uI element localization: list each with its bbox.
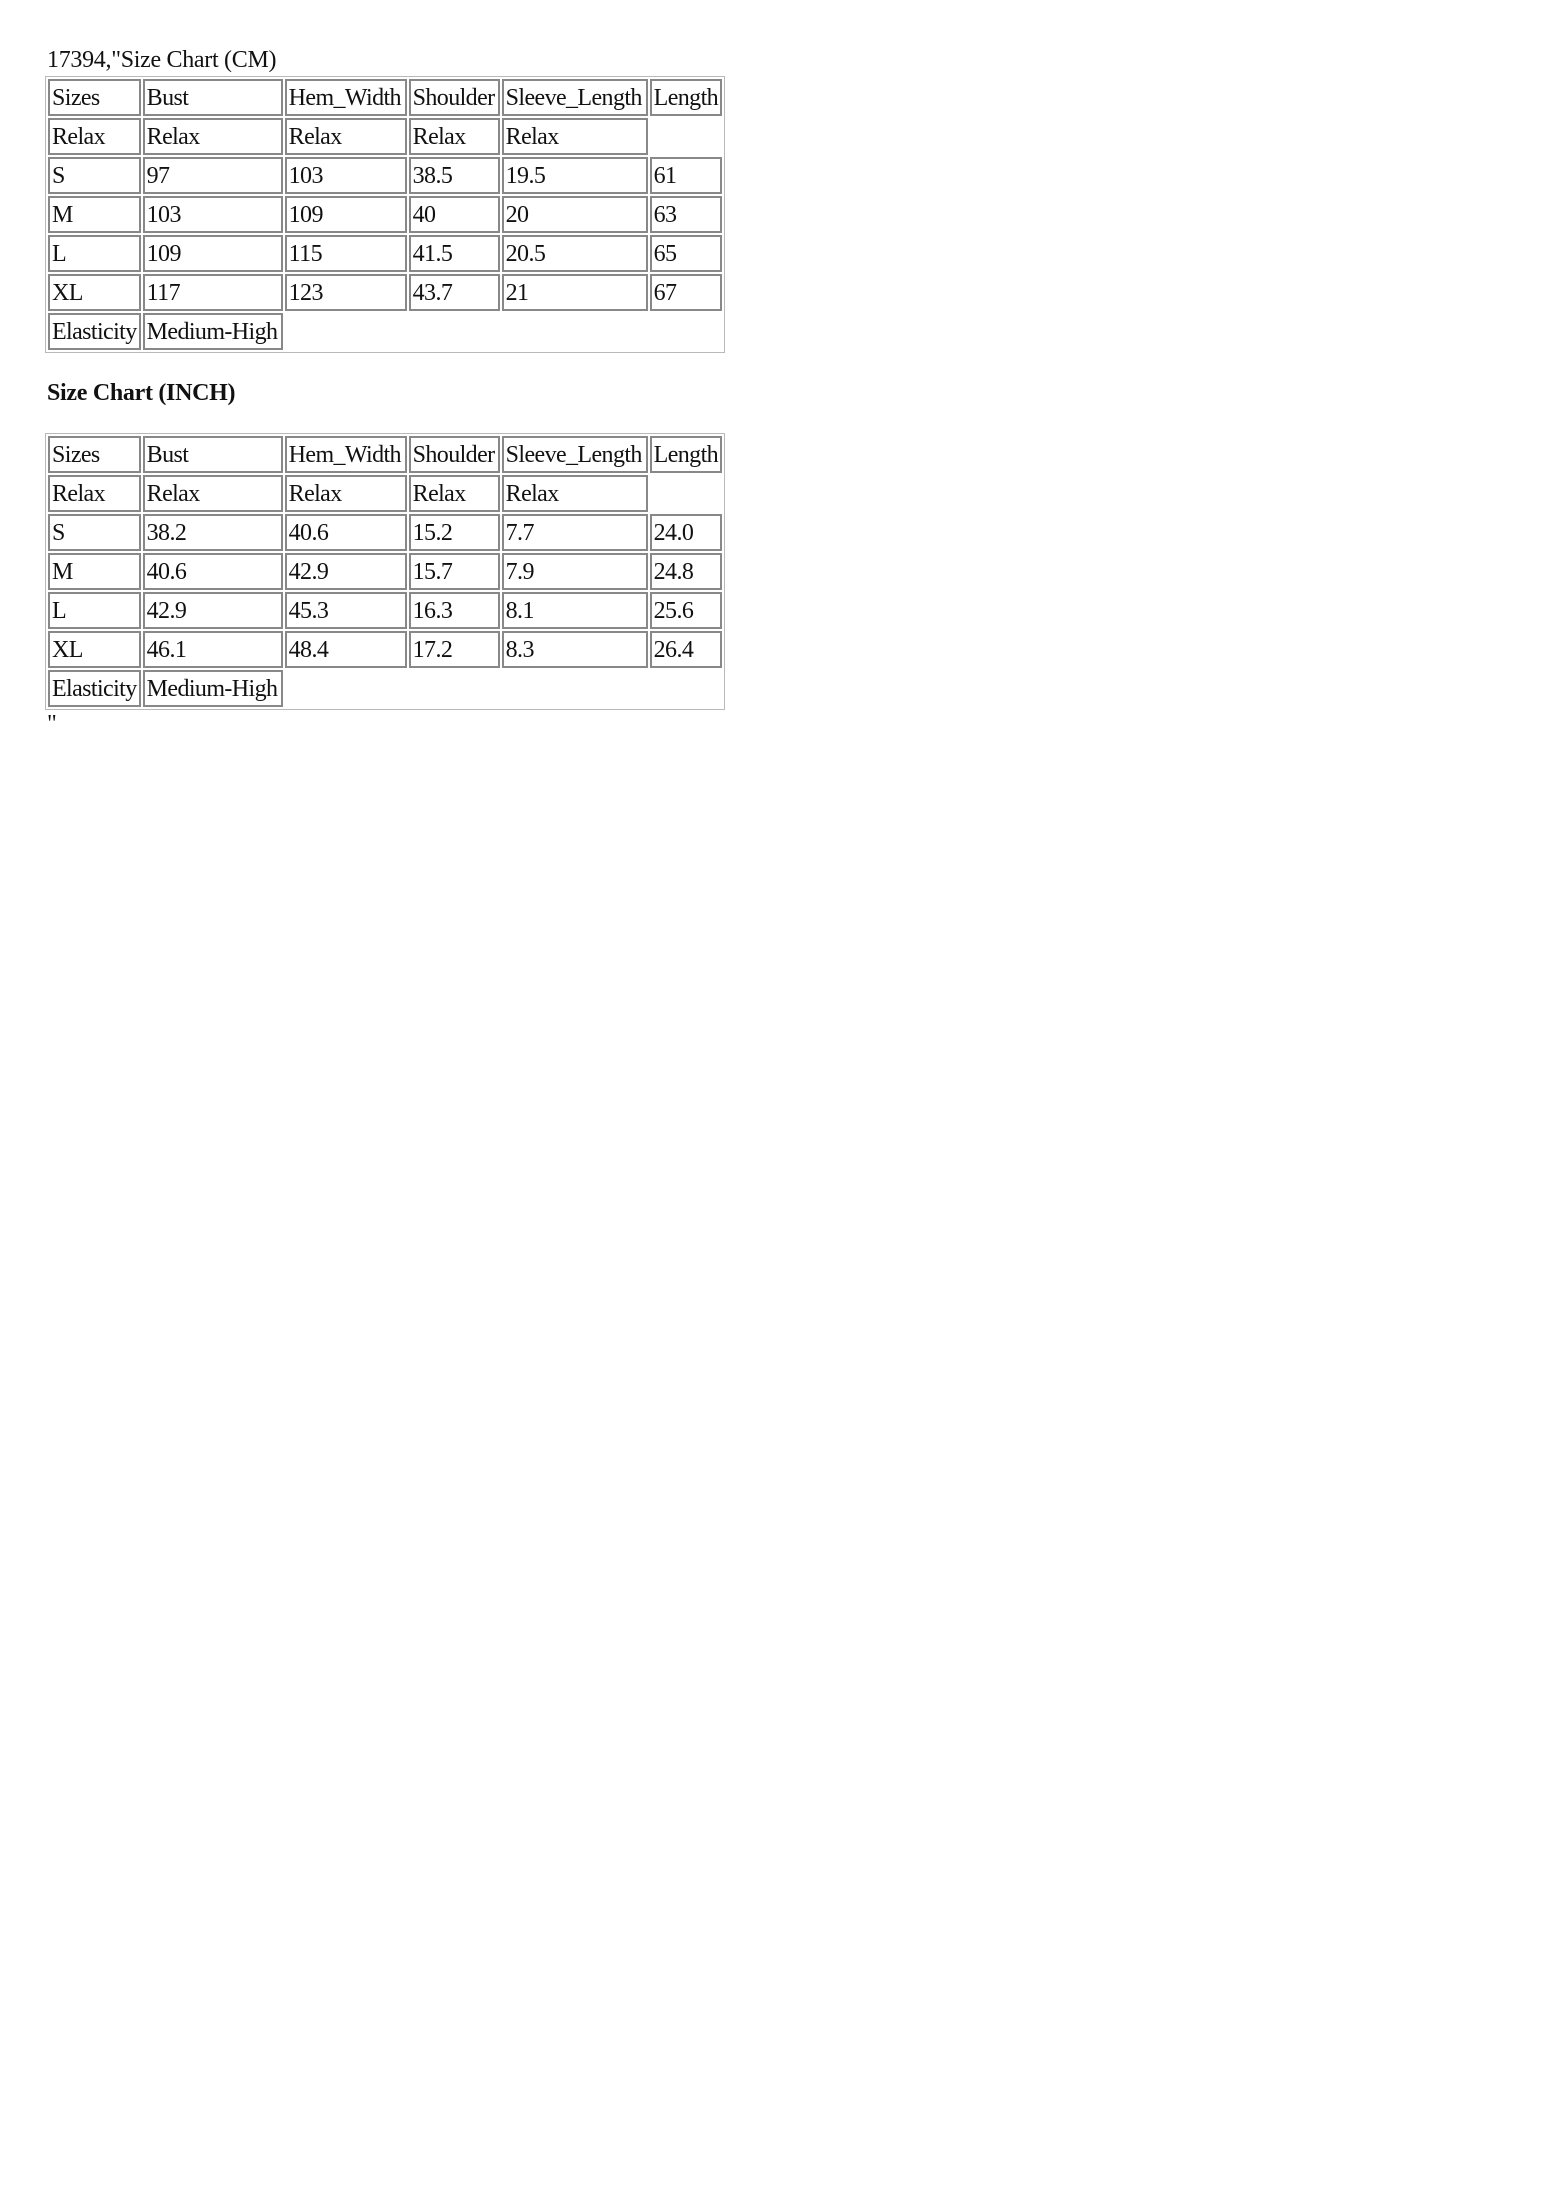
table-cell: 38.5 <box>409 157 500 194</box>
table-cell: 20.5 <box>502 235 648 272</box>
table-cell: S <box>48 157 141 194</box>
table-cell: 63 <box>650 196 722 233</box>
table-cell: 41.5 <box>409 235 500 272</box>
table-cell: 103 <box>285 157 407 194</box>
closing-quote: " <box>47 711 57 737</box>
relax-row <box>48 118 722 155</box>
table-cell: 8.1 <box>502 592 648 629</box>
table-cell: Relax <box>502 475 648 512</box>
table-cell: Relax <box>409 118 500 155</box>
table-row <box>48 274 722 311</box>
elasticity-value: Medium-High <box>143 313 283 350</box>
table-cell: 26.4 <box>650 631 722 668</box>
elasticity-row <box>48 670 722 707</box>
table-cell: 25.6 <box>650 592 722 629</box>
elasticity-value: Medium-High <box>143 670 283 707</box>
header-cell: Bust <box>143 436 283 473</box>
table-cell: 48.4 <box>285 631 407 668</box>
table-cell: 42.9 <box>285 553 407 590</box>
table-cell: 103 <box>143 196 283 233</box>
elasticity-row <box>48 313 722 350</box>
table-cell: Relax <box>502 118 648 155</box>
table-cell: 115 <box>285 235 407 272</box>
size-chart-inch-table <box>45 433 725 710</box>
table-cell: Relax <box>48 118 141 155</box>
table-cell: 46.1 <box>143 631 283 668</box>
table-cell: 15.2 <box>409 514 500 551</box>
table-cell: 109 <box>285 196 407 233</box>
intro-text: 17394,"Size Chart (CM) <box>47 47 277 73</box>
table-row <box>48 157 722 194</box>
table-cell: 109 <box>143 235 283 272</box>
table-cell: 40.6 <box>143 553 283 590</box>
header-cell: Sleeve_Length <box>502 79 648 116</box>
table-row <box>48 196 722 233</box>
table-row <box>48 553 722 590</box>
header-cell: Length <box>650 436 722 473</box>
table-cell: 21 <box>502 274 648 311</box>
table-cell: 67 <box>650 274 722 311</box>
table-cell: Relax <box>285 118 407 155</box>
table-cell: Relax <box>409 475 500 512</box>
table-cell: L <box>48 235 141 272</box>
table-cell: 40.6 <box>285 514 407 551</box>
section-heading: Size Chart (INCH) <box>47 380 236 406</box>
table-cell: XL <box>48 631 141 668</box>
table-cell: M <box>48 196 141 233</box>
table-header-row <box>48 79 722 116</box>
document-page <box>47 46 725 736</box>
table-cell: 16.3 <box>409 592 500 629</box>
table-cell: L <box>48 592 141 629</box>
table-cell: Relax <box>48 475 141 512</box>
table-cell: 19.5 <box>502 157 648 194</box>
header-cell: Shoulder <box>409 436 500 473</box>
table-cell: M <box>48 553 141 590</box>
table-cell: 7.9 <box>502 553 648 590</box>
elasticity-label: Elasticity <box>48 670 141 707</box>
table-cell: Relax <box>285 475 407 512</box>
header-cell: Sleeve_Length <box>502 436 648 473</box>
table-row <box>48 592 722 629</box>
empty-cell <box>650 475 722 512</box>
table-row <box>48 631 722 668</box>
header-cell: Sizes <box>48 79 141 116</box>
empty-cell <box>650 118 722 155</box>
size-chart-cm-table <box>45 76 725 353</box>
table-cell: 7.7 <box>502 514 648 551</box>
table-cell: Relax <box>143 475 283 512</box>
table-cell: Relax <box>143 118 283 155</box>
table-cell: 43.7 <box>409 274 500 311</box>
table-cell: S <box>48 514 141 551</box>
table-cell: 17.2 <box>409 631 500 668</box>
header-cell: Hem_Width <box>285 79 407 116</box>
table-header-row <box>48 436 722 473</box>
elasticity-label: Elasticity <box>48 313 141 350</box>
header-cell: Shoulder <box>409 79 500 116</box>
table-cell: 24.0 <box>650 514 722 551</box>
table-cell: XL <box>48 274 141 311</box>
table-row <box>48 235 722 272</box>
table-cell: 45.3 <box>285 592 407 629</box>
header-cell: Sizes <box>48 436 141 473</box>
table-cell: 15.7 <box>409 553 500 590</box>
table-cell: 38.2 <box>143 514 283 551</box>
table-cell: 24.8 <box>650 553 722 590</box>
table-row <box>48 514 722 551</box>
table-cell: 8.3 <box>502 631 648 668</box>
table-cell: 65 <box>650 235 722 272</box>
table-cell: 61 <box>650 157 722 194</box>
header-cell: Bust <box>143 79 283 116</box>
table-cell: 40 <box>409 196 500 233</box>
table-cell: 97 <box>143 157 283 194</box>
table-cell: 20 <box>502 196 648 233</box>
header-cell: Length <box>650 79 722 116</box>
table-cell: 123 <box>285 274 407 311</box>
relax-row <box>48 475 722 512</box>
table-cell: 117 <box>143 274 283 311</box>
header-cell: Hem_Width <box>285 436 407 473</box>
table-cell: 42.9 <box>143 592 283 629</box>
